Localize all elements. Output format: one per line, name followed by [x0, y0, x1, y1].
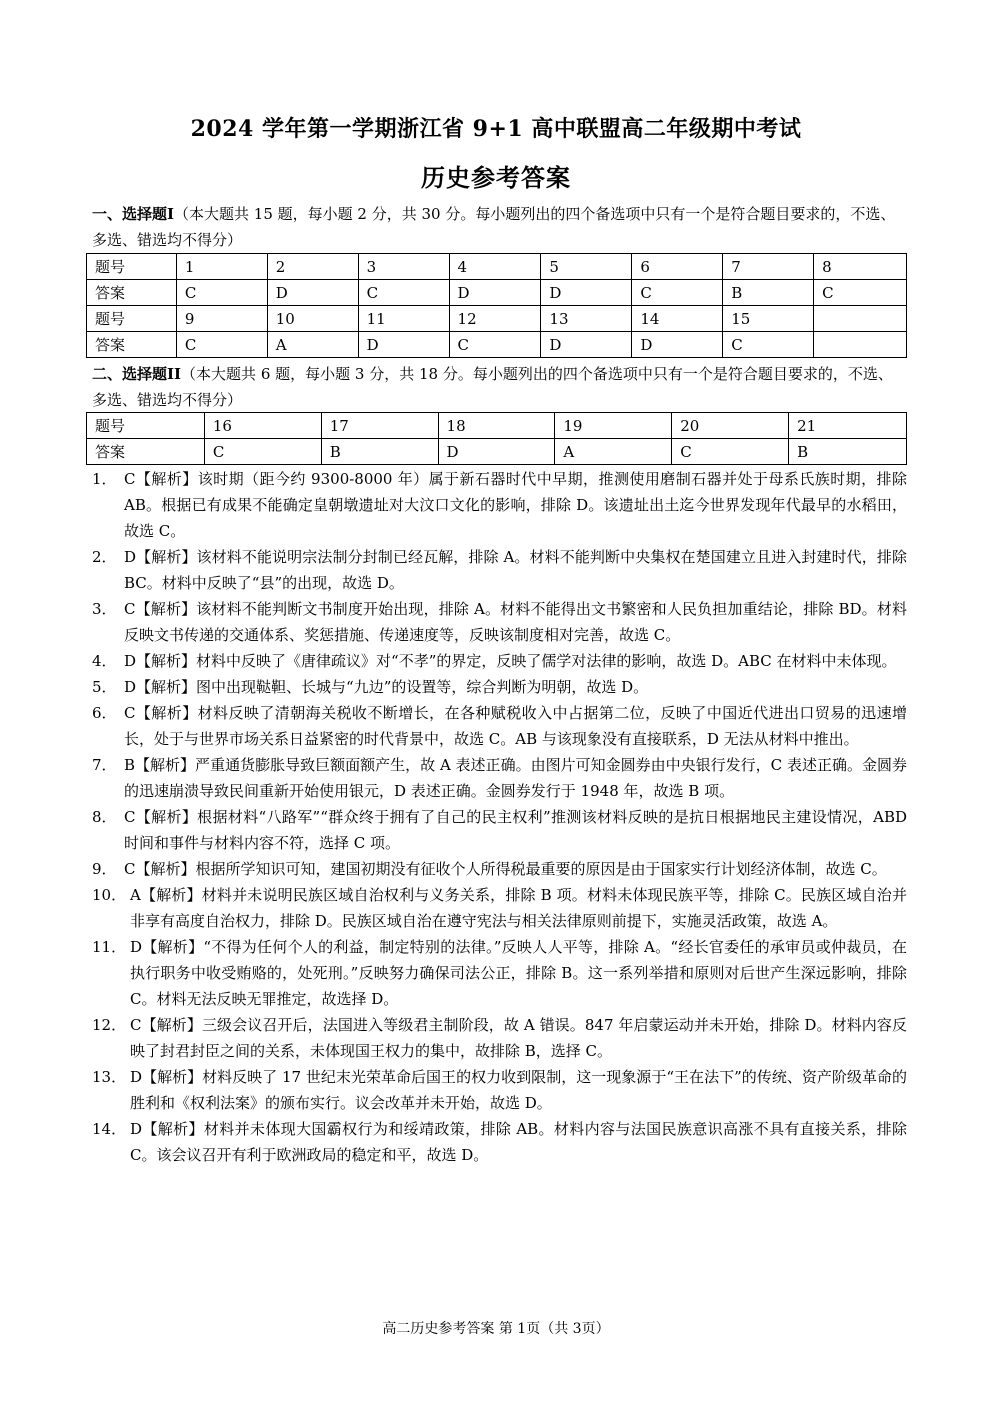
- explanation-text: D【解析】材料并未体现大国霸权行为和绥靖政策，排除 AB。材料内容与法国民族意识高涨不具有直接关系，排除 C。该会议召开有利于欧洲政局的稳定和平，故选 D。: [130, 1120, 907, 1164]
- table-cell: D: [541, 332, 632, 358]
- explanation-text: C【解析】根据材料“八路军”“群众终于拥有了自己的民主权利”推测该材料反映的是抗日根据地民主建设情况，ABD 时间和事件与材料内容不符，选择 C 项。: [124, 808, 907, 852]
- table-cell: D: [438, 439, 555, 465]
- explanation-item: [92, 1012, 907, 1064]
- table-cell: 20: [672, 413, 789, 439]
- table-row: [87, 254, 907, 280]
- section2-answer-table: [86, 412, 907, 465]
- question-number: 2．: [92, 548, 117, 566]
- explanation-item: [92, 466, 907, 544]
- explanation-text: C【解析】该时期（距今约 9300-8000 年）属于新石器时代中早期，推测使用磨制石器并处于母系氏族时期，排除 AB。根据已有成果不能确定皇朝墩遗址对大汶口文化的影响，排除 D。该遗址出土迄今世界发现年代最早的水稻田，故选 C。: [124, 470, 907, 540]
- table-cell: 10: [267, 306, 358, 332]
- table-cell: C: [723, 332, 814, 358]
- question-number: 12．: [92, 1016, 127, 1034]
- section2-table-body: [87, 413, 907, 465]
- table-cell: 7: [723, 254, 814, 280]
- table-cell: 2: [267, 254, 358, 280]
- explanations-list: [92, 466, 907, 1168]
- section2-heading: [92, 361, 907, 413]
- row-header-cell: 答案: [87, 439, 205, 465]
- table-cell: 12: [449, 306, 541, 332]
- explanation-text: C【解析】该材料不能判断文书制度开始出现，排除 A。材料不能得出文书繁密和人民负担加重结论，排除 BD。材料反映文书传递的交通体系、奖惩措施、传递速度等，反映该制度相对完善，故选 C。: [124, 600, 907, 644]
- question-number: 9．: [92, 860, 117, 878]
- table-cell: 1: [176, 254, 267, 280]
- explanation-item: [92, 700, 907, 752]
- section1-table-body: [87, 254, 907, 358]
- section2-label: 二、选择题II: [92, 365, 182, 383]
- row-header-cell: 题号: [87, 413, 205, 439]
- table-cell: B: [723, 280, 814, 306]
- explanation-text: D【解析】该材料不能说明宗法制分封制已经瓦解，排除 A。材料不能判断中央集权在楚国建立且进入封建时代，排除 BC。材料中反映了“县”的出现，故选 D。: [124, 548, 907, 592]
- table-cell: B: [321, 439, 438, 465]
- row-header-cell: 题号: [87, 254, 177, 280]
- table-cell: 18: [438, 413, 555, 439]
- question-number: 4．: [92, 652, 117, 670]
- explanation-item: [92, 596, 907, 648]
- table-cell: 13: [541, 306, 632, 332]
- table-cell: D: [632, 332, 723, 358]
- table-cell: 14: [632, 306, 723, 332]
- table-cell: 3: [358, 254, 449, 280]
- table-row: [87, 306, 907, 332]
- table-cell: C: [176, 332, 267, 358]
- table-cell: 8: [814, 254, 907, 280]
- table-cell: 6: [632, 254, 723, 280]
- table-cell: D: [449, 280, 541, 306]
- question-number: 13．: [92, 1068, 127, 1086]
- explanation-text: D【解析】材料中反映了《唐律疏议》对“不孝”的界定，反映了儒学对法律的影响，故选 D。ABC 在材料中未体现。: [124, 652, 897, 670]
- table-cell: C: [358, 280, 449, 306]
- table-cell: 9: [176, 306, 267, 332]
- table-cell: 21: [789, 413, 907, 439]
- section1-heading: [92, 201, 907, 253]
- table-row: [87, 280, 907, 306]
- table-cell: 16: [204, 413, 321, 439]
- explanation-item: [92, 752, 907, 804]
- table-cell: D: [358, 332, 449, 358]
- row-header-cell: 答案: [87, 332, 177, 358]
- explanation-item: [92, 934, 907, 1012]
- explanation-item: [92, 1064, 907, 1116]
- explanation-item: [92, 1116, 907, 1168]
- table-cell: 5: [541, 254, 632, 280]
- section2-desc: （本大题共 6 题，每小题 3 分，共 18 分。每小题列出的四个备选项中只有一个是符合题目要求的，不选、多选、错选均不得分）: [92, 365, 893, 409]
- page-footer: 高二历史参考答案 第 1页（共 3页）: [382, 1321, 610, 1337]
- explanation-text: D【解析】“不得为任何个人的利益，制定特别的法律。”反映人人平等，排除 A。“经长官委任的承审员或仲裁员，在执行职务中收受贿赂的，处死刑。”反映努力确保司法公正，排除 B。这一系列举措和原则对后世产生深远影响，排除 C。材料无法反映无罪推定，故选择 D。: [130, 938, 907, 1008]
- table-cell: 4: [449, 254, 541, 280]
- table-cell: C: [632, 280, 723, 306]
- table-cell: 17: [321, 413, 438, 439]
- question-number: 3．: [92, 600, 117, 618]
- question-number: 7．: [92, 756, 117, 774]
- explanation-item: [92, 882, 907, 934]
- explanation-item: [92, 648, 907, 674]
- question-number: 1．: [92, 470, 117, 488]
- question-number: 10．: [92, 886, 127, 904]
- explanation-text: C【解析】根据所学知识可知，建国初期没有征收个人所得税最重要的原因是由于国家实行计划经济体制，故选 C。: [124, 860, 887, 878]
- table-row: [87, 332, 907, 358]
- table-cell: [814, 332, 907, 358]
- explanation-text: C【解析】三级会议召开后，法国进入等级君主制阶段，故 A 错误。847 年启蒙运动并未开始，排除 D。材料内容反映了封君封臣之间的关系，未体现国王权力的集中，故排除 B，选择 C。: [130, 1016, 907, 1060]
- table-cell: C: [672, 439, 789, 465]
- explanation-text: C【解析】材料反映了清朝海关税收不断增长，在各种赋税收入中占据第二位，反映了中国近代进出口贸易的迅速增长，处于与世界市场关系日益紧密的时代背景中，故选 C。AB 与该现象没有直接联系，D 无法从材料中推出。: [124, 704, 907, 748]
- question-number: 5．: [92, 678, 117, 696]
- question-number: 8．: [92, 808, 117, 826]
- table-cell: C: [176, 280, 267, 306]
- explanation-text: B【解析】严重通货膨胀导致巨额面额产生，故 A 表述正确。由图片可知金圆券由中央银行发行，C 表述正确。金圆券的迅速崩溃导致民间重新开始使用银元，D 表述正确。金圆券发行于 1948 年，故选 B 项。: [124, 756, 907, 800]
- row-header-cell: 题号: [87, 306, 177, 332]
- question-number: 14．: [92, 1120, 127, 1138]
- explanation-item: [92, 856, 907, 882]
- table-cell: B: [789, 439, 907, 465]
- section1-desc: （本大题共 15 题，每小题 2 分，共 30 分。每小题列出的四个备选项中只有一个是符合题目要求的，不选、多选、错选均不得分）: [92, 205, 896, 249]
- explanation-item: [92, 674, 907, 700]
- explanation-text: D【解析】材料反映了 17 世纪末光荣革命后国王的权力收到限制，这一现象源于“王在法下”的传统、资产阶级革命的胜利和《权利法案》的颁布实行。议会改革并未开始，故选 D。: [130, 1068, 907, 1112]
- question-number: 6．: [92, 704, 117, 722]
- answer-subtitle: 历史参考答案: [421, 163, 571, 192]
- table-cell: 11: [358, 306, 449, 332]
- explanation-text: A【解析】材料并未说明民族区域自治权利与义务关系，排除 B 项。材料未体现民族平等，排除 C。民族区域自治并非享有高度自治权力，排除 D。民族区域自治在遵守宪法与相关法律原则前提下，实施灵活政策，故选 A。: [130, 886, 907, 930]
- table-row: [87, 439, 907, 465]
- section1-answer-table: [86, 253, 907, 358]
- table-cell: 19: [555, 413, 672, 439]
- question-number: 11．: [92, 938, 127, 956]
- table-cell: A: [555, 439, 672, 465]
- table-cell: 15: [723, 306, 814, 332]
- exam-title: 2024 学年第一学期浙江省 9+1 高中联盟高二年级期中考试: [190, 116, 802, 142]
- table-row: [87, 413, 907, 439]
- table-cell: C: [204, 439, 321, 465]
- explanation-item: [92, 544, 907, 596]
- explanation-item: [92, 804, 907, 856]
- explanation-text: D【解析】图中出现鞑靼、长城与“九边”的设置等，综合判断为明朝，故选 D。: [124, 678, 649, 696]
- table-cell: D: [541, 280, 632, 306]
- table-cell: A: [267, 332, 358, 358]
- row-header-cell: 答案: [87, 280, 177, 306]
- table-cell: [814, 306, 907, 332]
- table-cell: C: [814, 280, 907, 306]
- section1-label: 一、选择题I: [92, 205, 175, 223]
- table-cell: C: [449, 332, 541, 358]
- table-cell: D: [267, 280, 358, 306]
